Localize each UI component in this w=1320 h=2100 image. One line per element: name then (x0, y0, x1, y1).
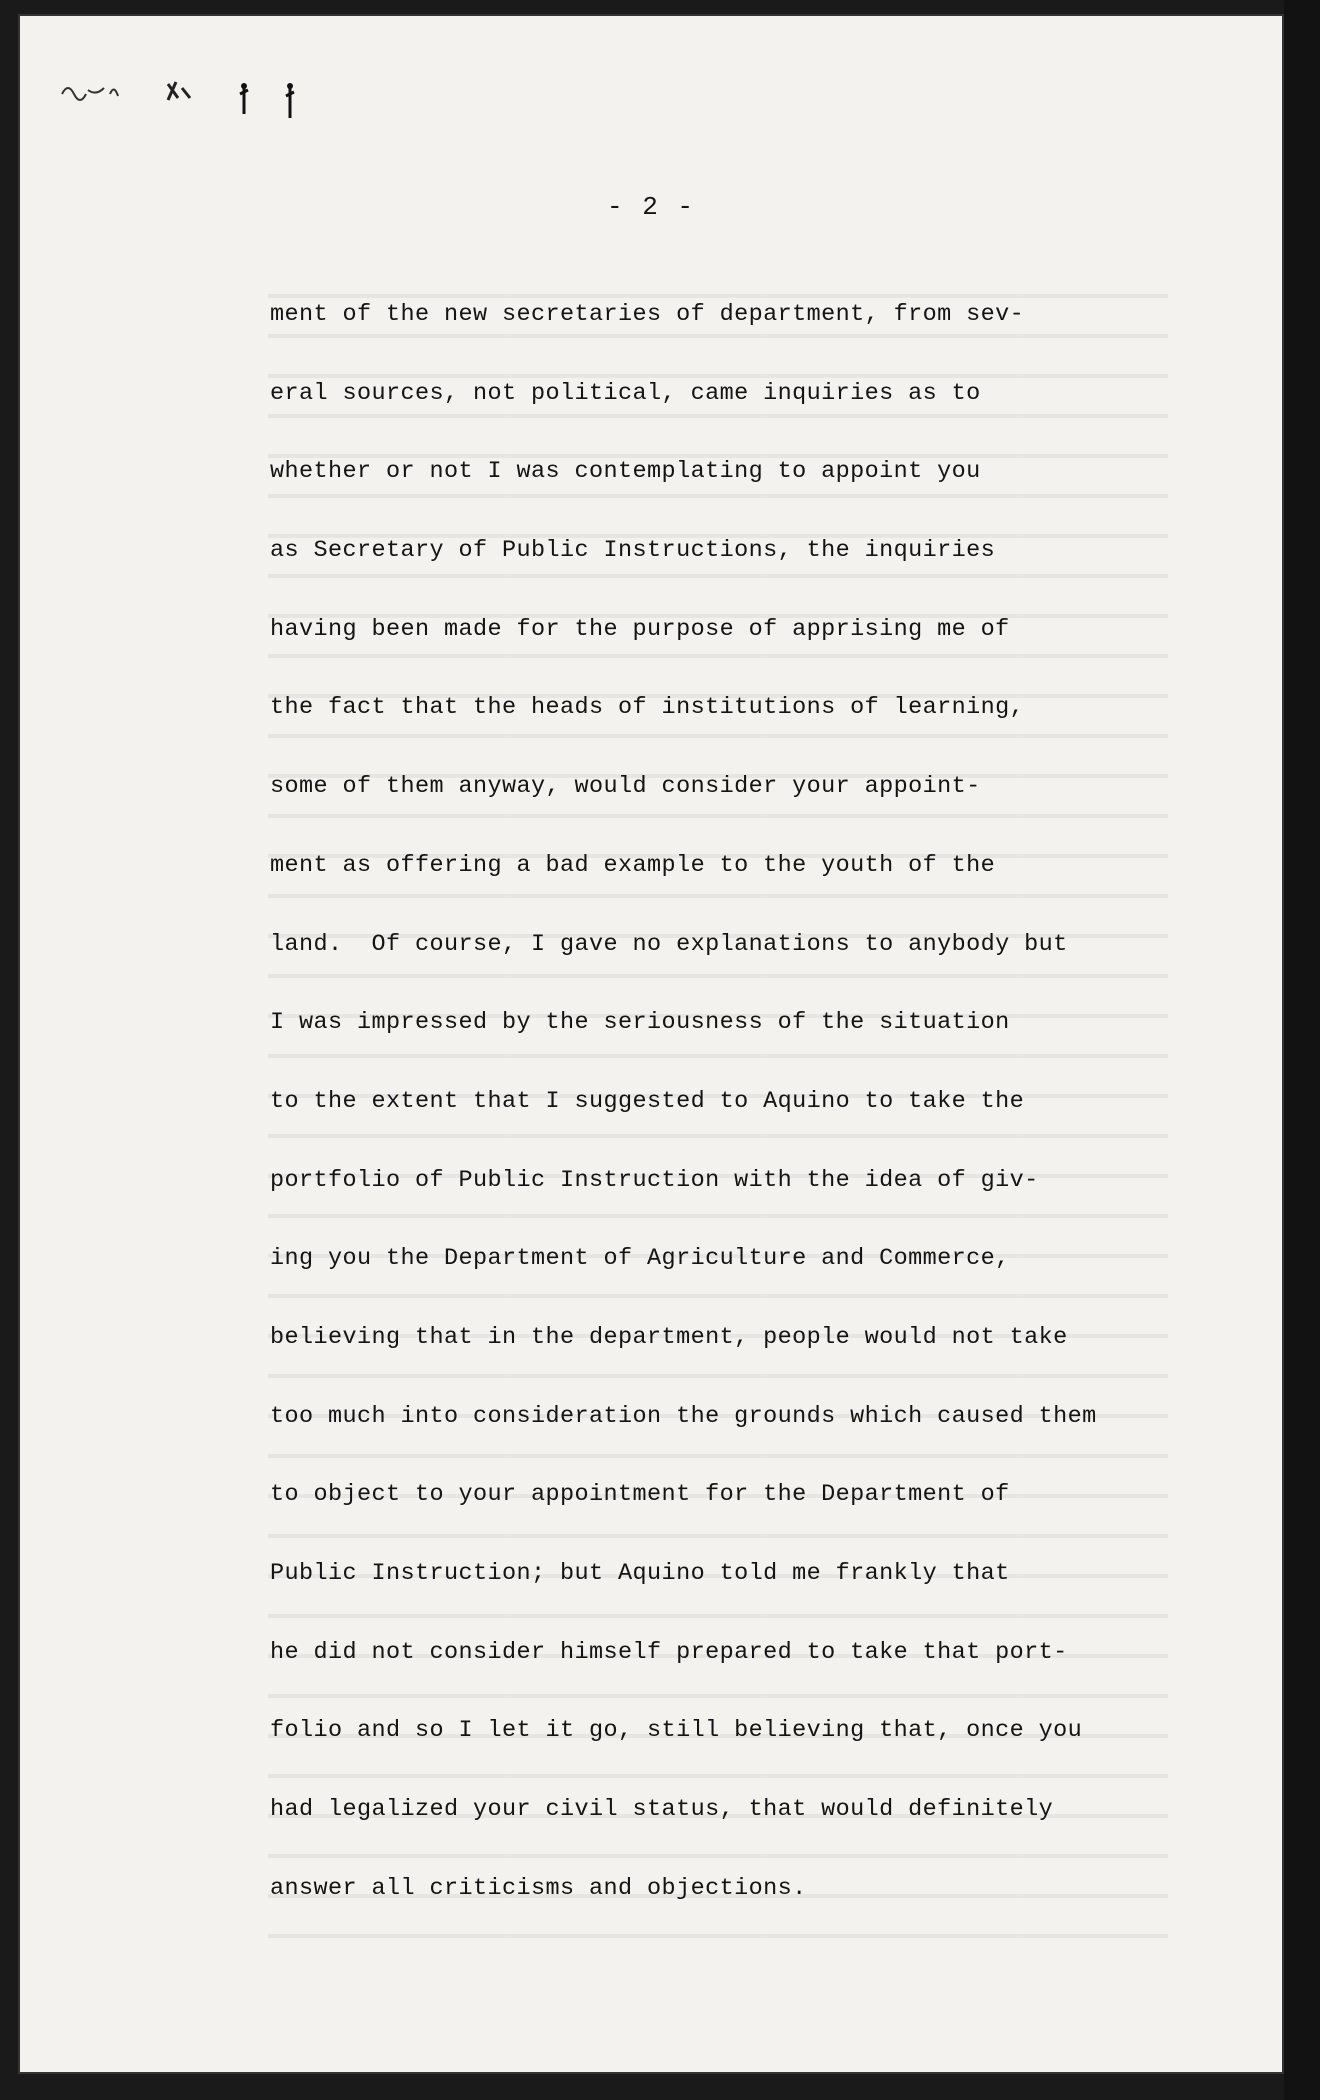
text-line: some of them anyway, would consider your appoint- (270, 773, 981, 801)
text-line: ment as offering a bad example to the youth of the (270, 851, 996, 879)
text-line: believing that in the department, people would not take (270, 1323, 1068, 1351)
letter-body (270, 294, 1190, 1946)
text-line: I was impressed by the seriousness of the situation (270, 1009, 1010, 1037)
text-line: the fact that the heads of institutions of learning, (270, 694, 1025, 722)
text-line: land. Of course, I gave no explanations to anybody but (270, 930, 1068, 958)
text-line: ing you the Department of Agriculture and Commerce, (270, 1245, 1010, 1273)
text-line: having been made for the purpose of apprising me of (270, 615, 1010, 643)
text-line: folio and so I let it go, still believing that, once you (270, 1717, 1083, 1745)
text-line: to object to your appointment for the Department of (270, 1481, 1010, 1509)
handwritten-scribble (48, 64, 308, 134)
page-number: - 2 - (606, 192, 695, 222)
text-line: eral sources, not political, came inquiries as to (270, 379, 981, 407)
text-line: ment of the new secretaries of department, from sev- (270, 301, 1025, 328)
document-page (18, 14, 1284, 2074)
text-line: answer all criticisms and objections. (270, 1874, 807, 1902)
text-line: had legalized your civil status, that would definitely (270, 1796, 1054, 1824)
text-line: portfolio of Public Instruction with the idea of giv- (270, 1166, 1039, 1194)
text-line: Public Instruction; but Aquino told me frankly that (270, 1560, 1010, 1587)
text-line: to the extent that I suggested to Aquino to take the (270, 1087, 1025, 1115)
text-line: whether or not I was contemplating to appoint you (270, 458, 981, 486)
text-line: he did not consider himself prepared to take that port- (270, 1638, 1068, 1666)
scan-edge (1284, 0, 1320, 2100)
text-line: as Secretary of Public Instructions, the inquiries (270, 537, 996, 565)
text-line: too much into consideration the grounds which caused them (270, 1402, 1097, 1430)
